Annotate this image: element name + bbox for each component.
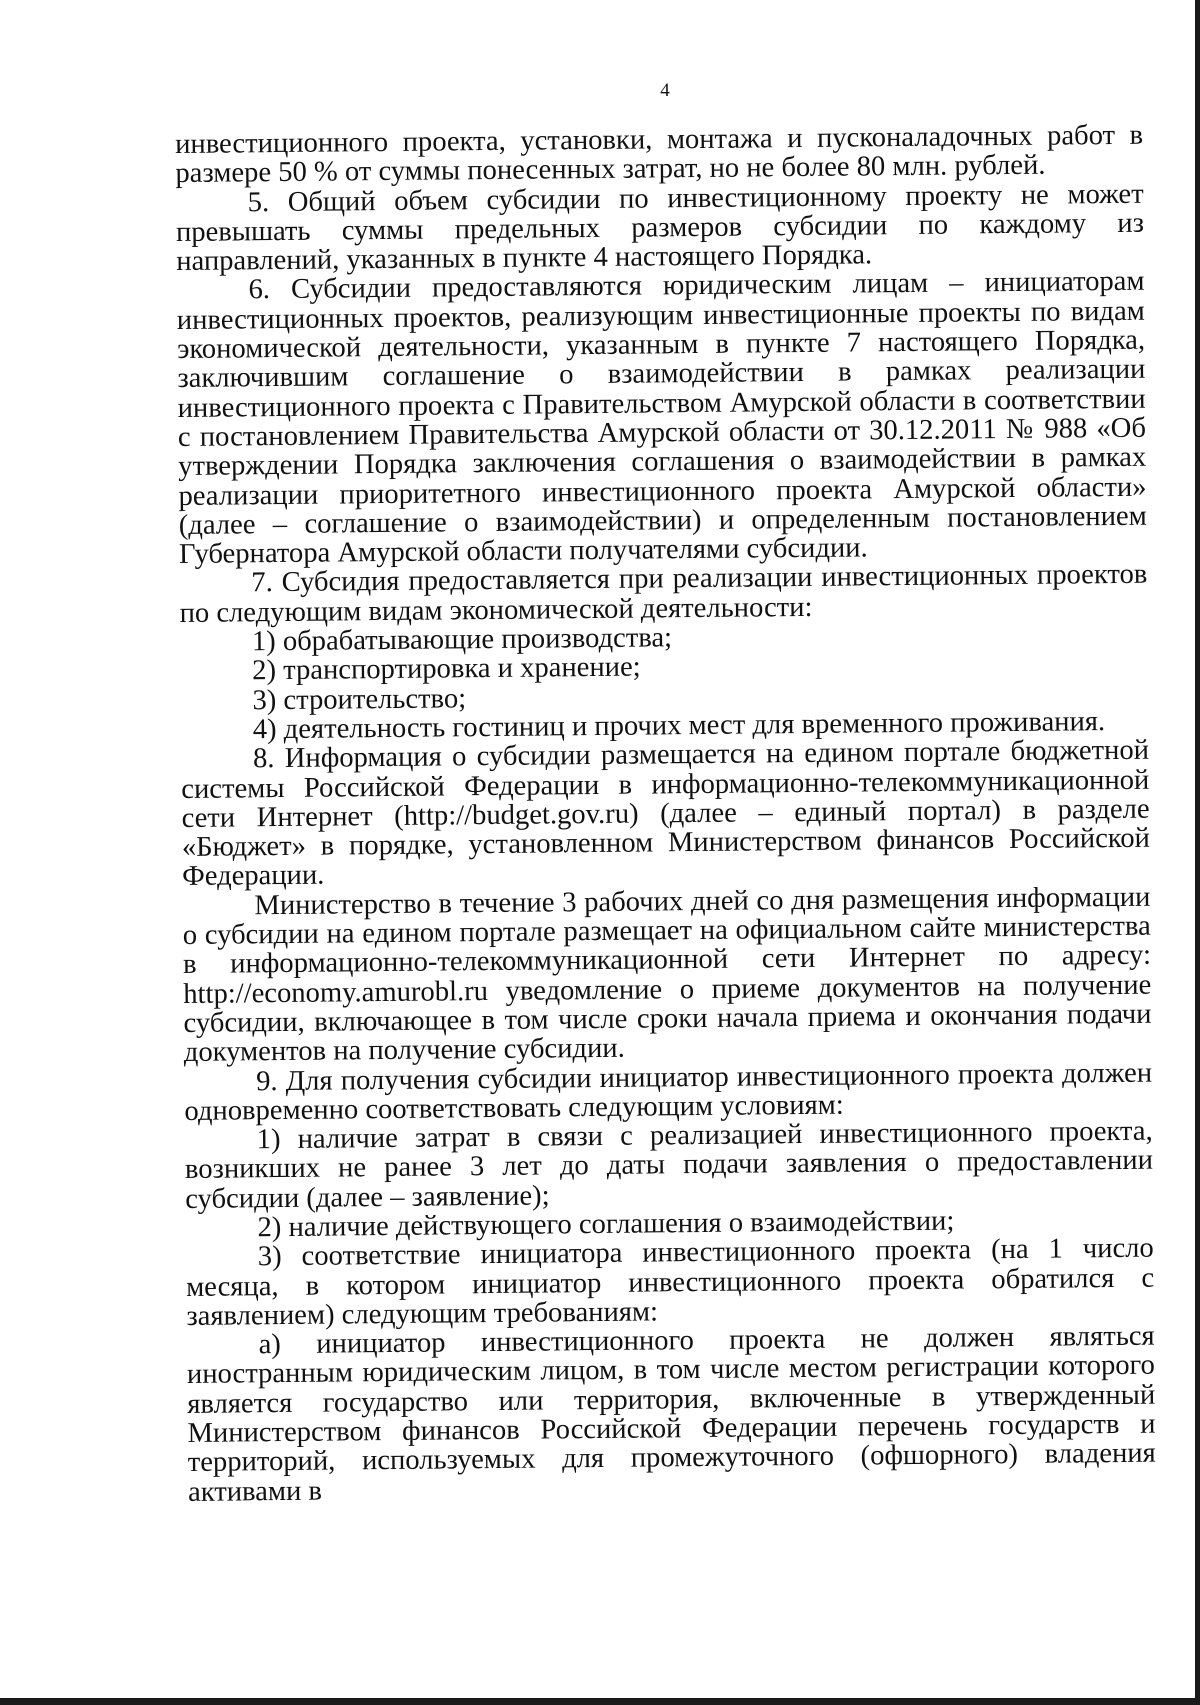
list-item: 1) наличие затрат в связи с реализацией инвестиционного проекта, возникших не ранее 3 лет до даты подачи заявления о предоставлении субсидии (далее – заявление); xyxy=(184,1115,1154,1215)
list-item: 2) наличие действующего соглашения о взаимодействии; xyxy=(257,1205,955,1244)
paragraph-8: 8. Информация о субсидии размещается на едином портале бюджетной системы Российской Федерации в информационно-телекоммуникационной сети Интернет (http://budget.gov.ru) (далее – единый портал) в разделе «Бюджет» в порядке, установленном Министерством финансов Российской Федерации. xyxy=(181,734,1150,893)
list-item: 3) соответствие инициатора инвестиционного проекта (на 1 число месяца, в котором инициатор инвестиционного проекта обратился с заявлением) следующим требованиям: xyxy=(185,1232,1155,1332)
list-item: 3) строительство; xyxy=(252,682,467,716)
paragraph-9: 9. Для получения субсидии инициатор инвестиционного проекта должен одновременно соответствовать следующим условиям: xyxy=(184,1057,1153,1127)
paragraph-continuation: инвестиционного проекта, установки, монтажа и пусконаладочных работ в размере 50 % от суммы понесенных затрат, но не более 80 млн. рублей. xyxy=(174,119,1144,190)
document-body xyxy=(175,121,1156,1507)
paragraph-5: 5. Общий объем субсидии по инвестиционному проекту не может превышать суммы предельных размеров субсидии по каждому из направлений, указанных в пункте 4 настоящего Порядка. xyxy=(175,178,1145,278)
page-number: 4 xyxy=(660,80,670,101)
scan-edge-bottom xyxy=(0,1698,1200,1705)
list-item: а) инициатор инвестиционного проекта не должен являться иностранным юридическим лицом, в том числе местом регистрации которого является государство или территория, включенные в утвержденный Министерством финансов Российской Федерации перечень государств и территорий, используемых для промежуточного (офшорного) владения активами в xyxy=(186,1320,1156,1508)
paragraph-7: 7. Субсидия предоставляется при реализации инвестиционных проектов по следующим видам экономической деятельности: xyxy=(179,559,1148,629)
list-item: 1) обрабатывающие производства; xyxy=(251,622,673,658)
list-item: 2) транспортировка и хранение; xyxy=(252,651,641,687)
scan-edge-right xyxy=(1195,0,1200,1705)
paragraph-6: 6. Субсидии предоставляются юридическим лицам – инициаторам инвестиционных проектов, реализующим инвестиционные проекты по видам экономической деятельности, указанным в пункте 7 настоящего Порядка, заключившим соглашение о взаимодействии в рамках реализации инвестиционного проекта с Правительством Амурской области в соответствии с постановлением Правительства Амурской области от 30.12.2011 № 988 «Об утверждении Порядка заключения соглашения о взаимодействии в рамках реализации приоритетного инвестиционного проекта Амурской области» (далее – соглашение о взаимодействии) и определенным постановлением Губернатора Амурской области получателями субсидии. xyxy=(176,266,1147,571)
paragraph-ministry: Министерство в течение 3 рабочих дней со дня размещения информации о субсидии на едином портале размещает на официальном сайте министерства в информационно-телекоммуникационной сети Интернет по адресу: http://economy.amurobl.ru уведомление о приеме документов на получение субсидии, включающее в том числе сроки начала приема и окончания подачи документов на получение субсидии. xyxy=(182,881,1152,1069)
list-item: 4) деятельность гостиниц и прочих мест для временного проживания. xyxy=(252,706,1106,746)
